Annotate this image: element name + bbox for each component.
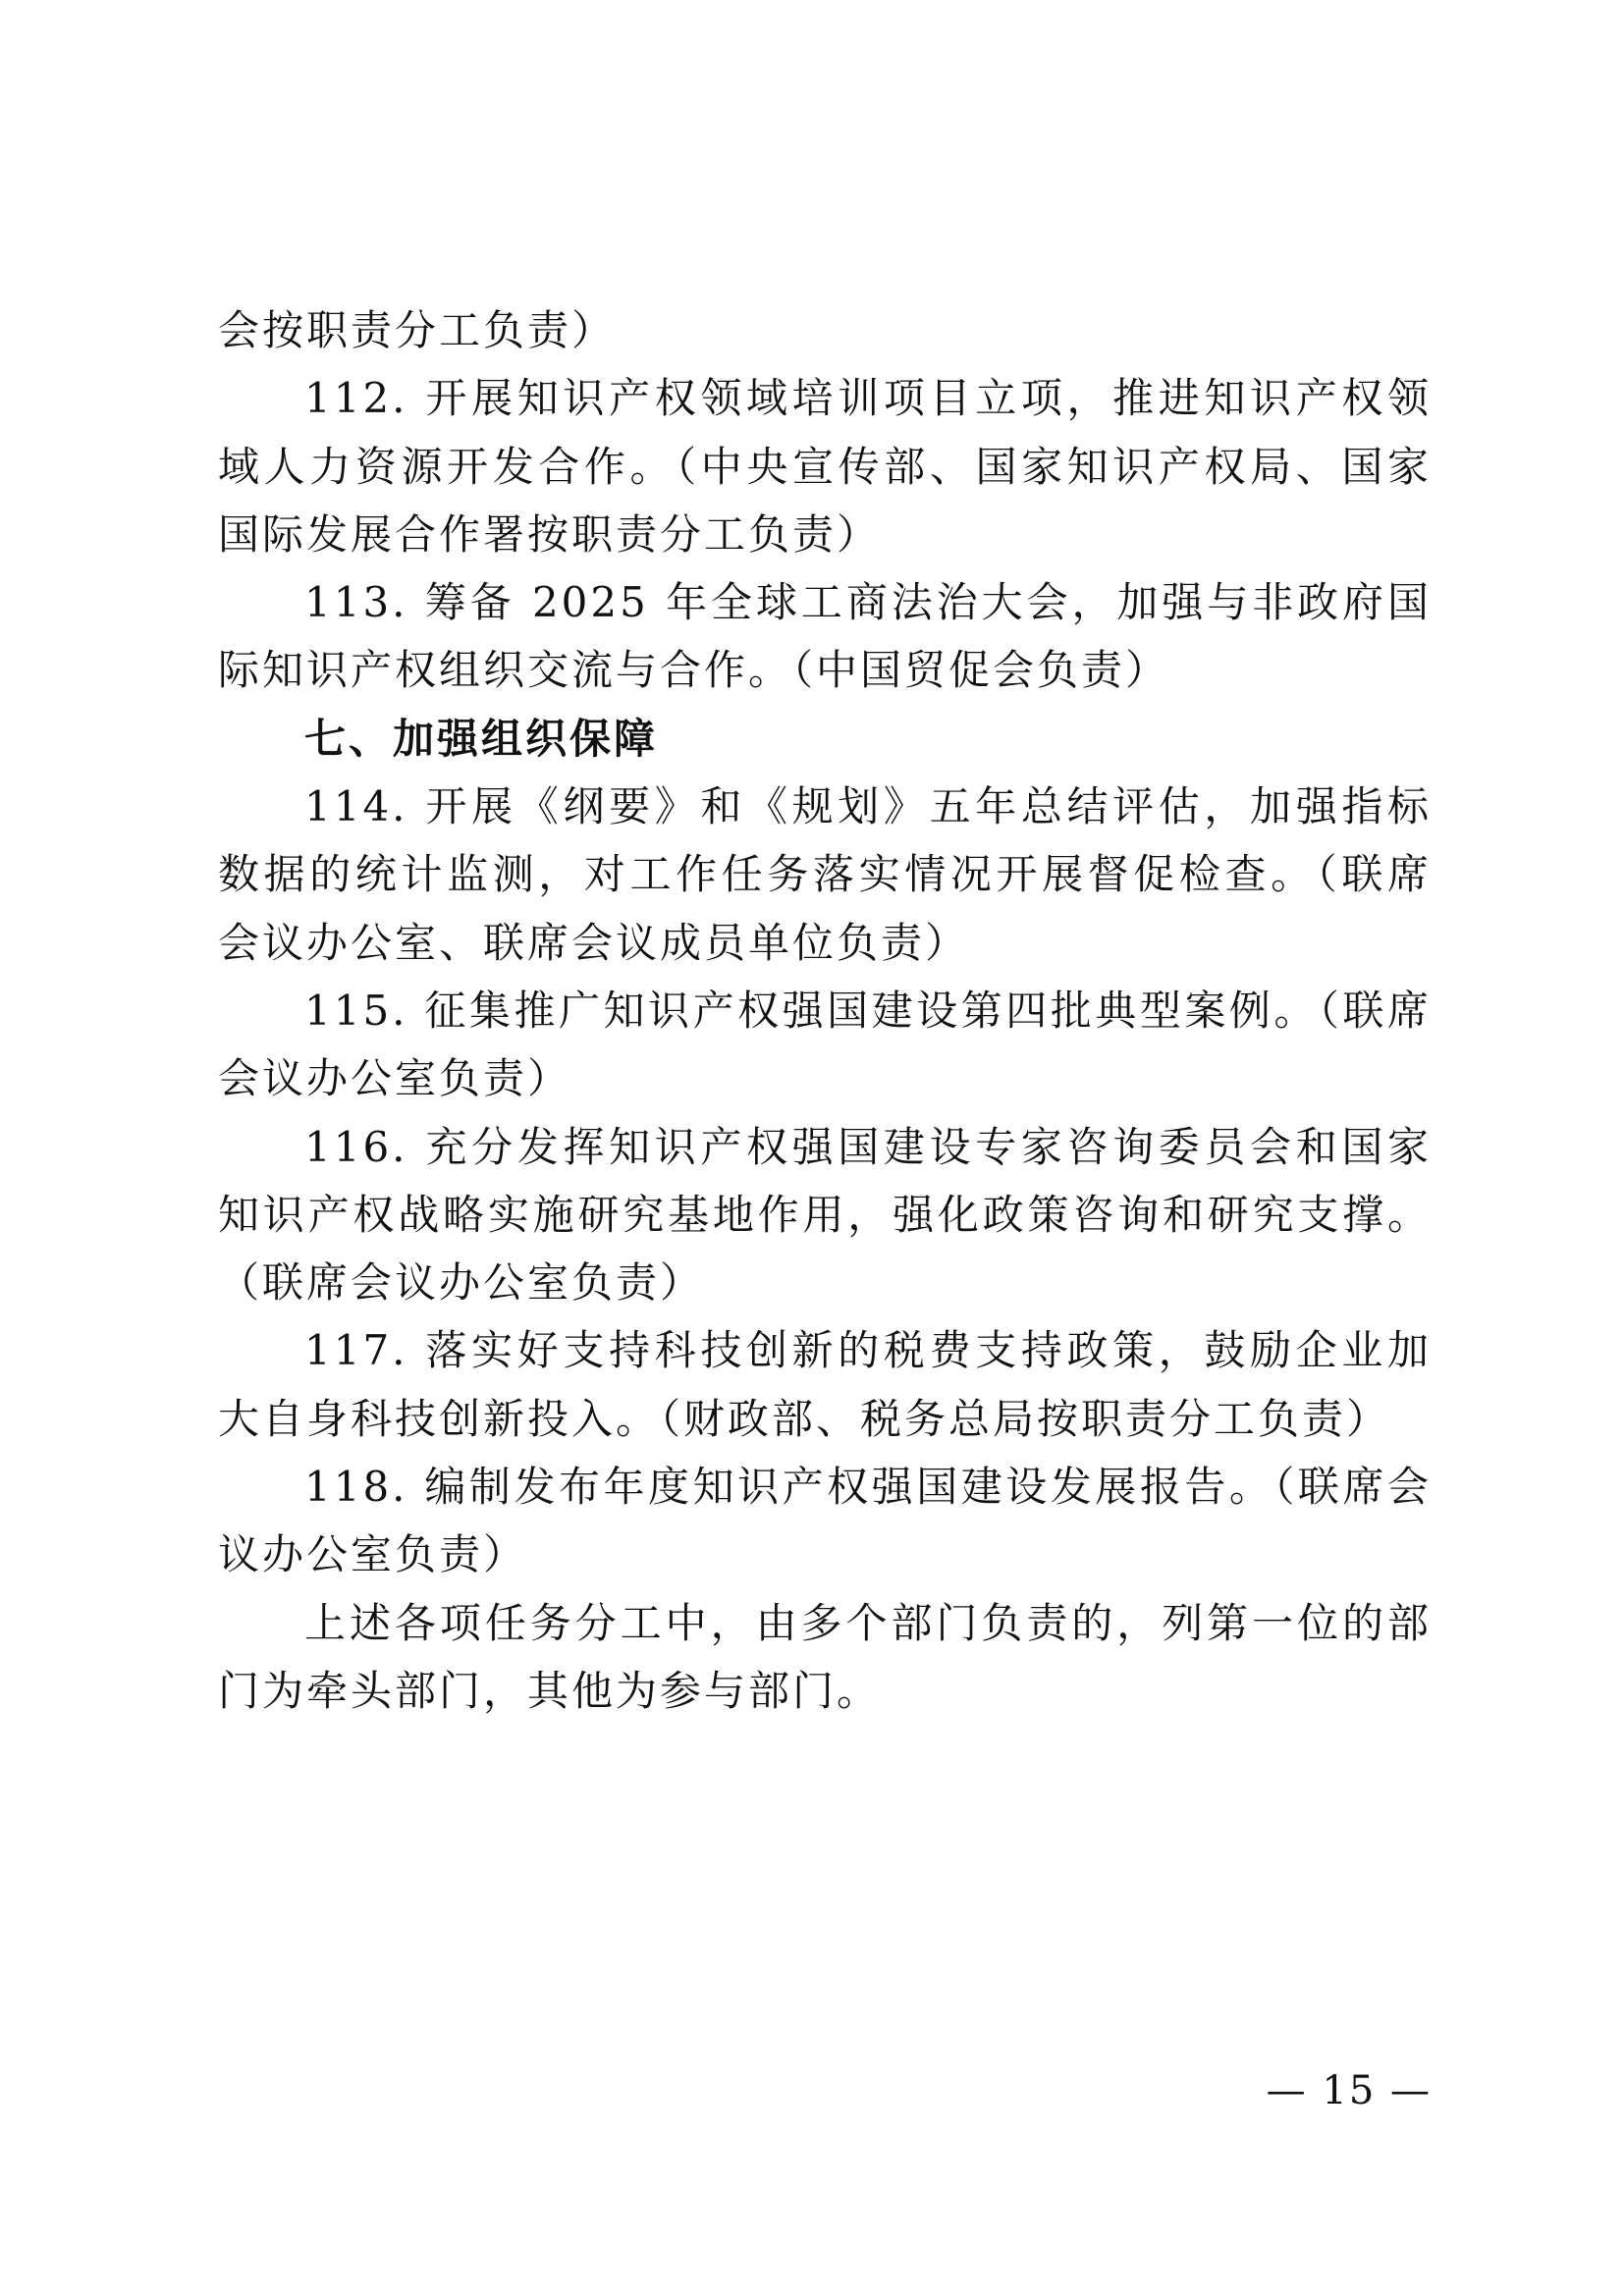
- closing-note: 上述各项任务分工中，由多个部门负责的，列第一位的部门为牵头部门，其他为参与部门。: [218, 1598, 1432, 1715]
- item-text: 编制发布年度知识产权强国建设发展报告。（联席会议办公室负责）: [218, 1463, 1432, 1579]
- list-item: [218, 977, 1432, 1113]
- item-number: 117.: [304, 1326, 408, 1375]
- item-number: 115.: [304, 986, 408, 1035]
- list-item: [218, 568, 1432, 705]
- item-number: 112.: [304, 374, 408, 423]
- list-item: [218, 773, 1432, 977]
- item-text: 开展知识产权领域培训项目立项，推进知识产权领域人力资源开发合作。（中央宣传部、国家知识产权局、国家国际发展合作署按职责分工负责）: [218, 374, 1432, 559]
- item-text: 充分发挥知识产权强国建设专家咨询委员会和国家知识产权战略实施研究基地作用，强化政策咨询和研究支撑。（联席会议办公室负责）: [218, 1122, 1432, 1308]
- continuation-text: 会按职责分工负责）: [218, 306, 617, 354]
- item-number: 114.: [304, 782, 408, 831]
- page-number: — 15 —: [1266, 2068, 1432, 2113]
- list-item: [218, 364, 1432, 568]
- section-heading: 七、加强组织保障: [304, 714, 659, 763]
- item-text: 开展《纲要》和《规划》五年总结评估，加强指标数据的统计监测，对工作任务落实情况开展督促检查。（联席会议办公室、联席会议成员单位负责）: [218, 782, 1432, 967]
- item-number: 116.: [304, 1122, 408, 1171]
- document-body: [218, 296, 1432, 1725]
- item-number: 118.: [304, 1463, 408, 1512]
- item-text: 征集推广知识产权强国建设第四批典型案例。（联席会议办公室负责）: [218, 986, 1432, 1103]
- list-item: [218, 1113, 1432, 1317]
- list-item: [218, 1316, 1432, 1453]
- item-text: 筹备 2025 年全球工商法治大会，加强与非政府国际知识产权组织交流与合作。（中国贸促会负责）: [218, 578, 1432, 695]
- item-text: 落实好支持科技创新的税费支持政策，鼓励企业加大自身科技创新投入。（财政部、税务总局按职责分工负责）: [218, 1326, 1432, 1443]
- list-item: [218, 1453, 1432, 1589]
- item-number: 113.: [304, 578, 408, 627]
